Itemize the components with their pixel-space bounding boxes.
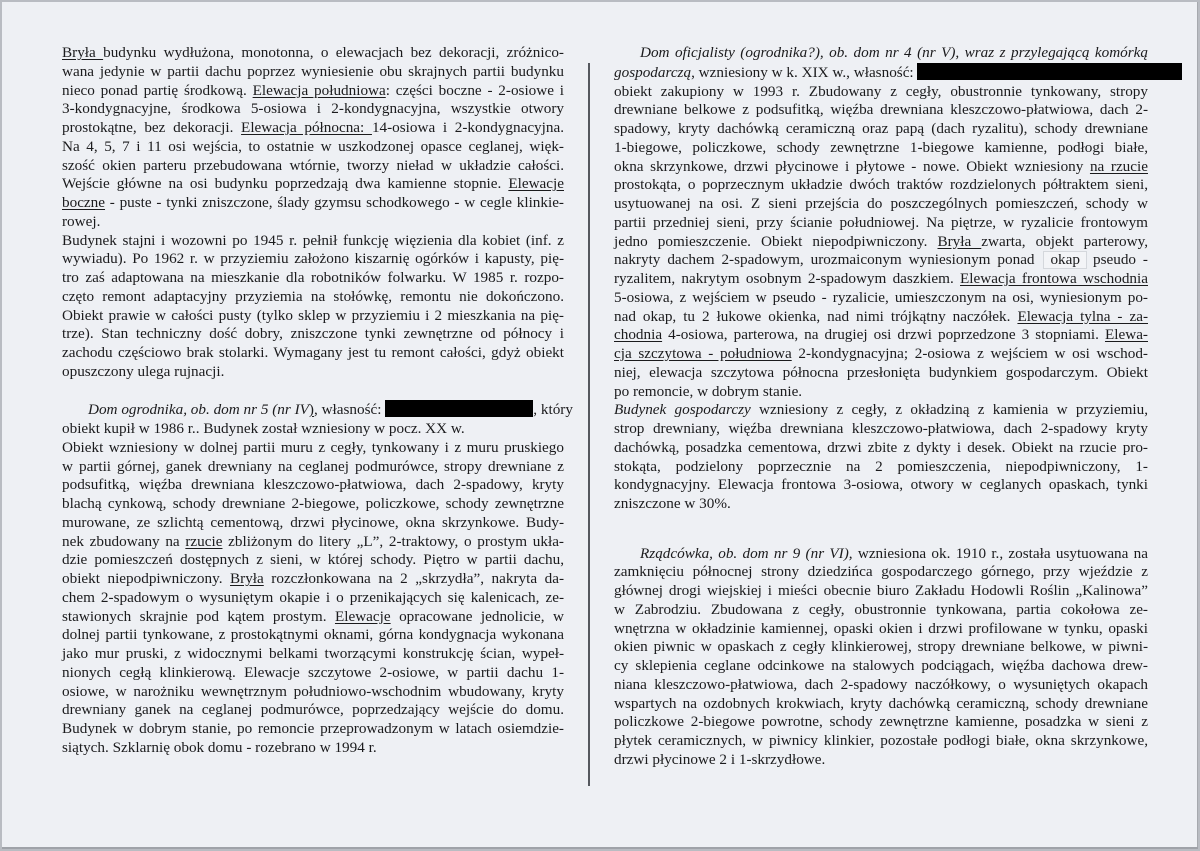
term-rzucie: rzucie: [185, 532, 223, 550]
term-elewacje: Elewacje: [334, 607, 391, 625]
paragraph-gap: [614, 514, 1148, 533]
heading-farm-building: Budynek gospodarczy: [614, 401, 751, 419]
term-elewacja-frontowa: Elewacja frontowa wschodnia: [960, 270, 1148, 287]
term-na-rzucie: na rzucie: [1089, 157, 1148, 175]
paragraph-official-house: Dom oficjalisty (ogrodnika?), ob. dom nr 4 (nr V), wraz z przylegającą komórką gospodarczą, wzniesiony w k. XIX w., własność: obiekt zakupiony w 1993 r. Zbudowany z cegły, obustronnie tynkowany, stropy drewniane belkowe z podsufitką, więźba drewniana kleszczowo-płatwiowa, dach 2- spadowy, kryty dachówką ceramiczną oraz papą (dach ryzalitu), schody drewniane 1-biegowe, policzkowe, schody zewnętrzne 1-biegowe kamienne, podłogi białe, okna skrzynkowe, drzwi płycinowe i płytowe - nowe. Obiekt wzniesiony na rzucie prostokąta, o poprzecznym układzie dwóch traktów rozdzielonych półtraktem sieni, usytuowanej na osi. Z sieni przejścia do poszczególnych pomieszczeń, schody w partii przedniej sieni, przy ścianie południowej. Na piętrze, w ryzalicie frontowym jedno pomieszczenie. Obiekt niepodpiwniczony. Bryła zwarta, objekt parterowy, nakryty dachem 2-spadowym, urozmaiconym wyniesionym ponad okap pseudo - ryzalitem, nakrytym osobnym 2-spadowym daszkiem. Elewacja frontowa wschodnia 5-osiowa, z wejściem w pseudo - ryzalicie, umieszczonym na osi, wyniesionym po- nad okap, tu 2 łukowe okienka, nad nimi trójkątny naczółek. Elewacja tylna - za- chodnia 4-osiowa, parterowa, na drugiej osi drzwi poprzedzone 3 stopniami. Elewa- cja szczytowa - południowa 2-kondygnacyjna; 2-osiowa z wejściem w osi wschod- niej, elewacja szczytowa północna przesłonięta budynkiem gospodarczym. Obiekt po remoncie, w dobrym stanie.: [614, 44, 1148, 401]
term-bryla: Bryła: [230, 570, 264, 587]
left-column: [62, 44, 573, 758]
paragraph-gap: [62, 382, 564, 401]
paragraph-farm-building: Budynek gospodarczy wzniesiony z cegły, z okładziną z kamienia w przyziemiu, strop drewniany, więźba drewniana kleszczowo-płatwiowa, dach 2-spadowy kryty dachówką, posadzka cementowa, drzwi zbite z dykty i desek. Obiekt na rzucie pro- stokąta, podzielony poprzecznie na 2 pomieszczenia, niepodpiwniczony, 1- kondygnacyjny. Elewacja frontowa 3-osiowa, otwory w ceglanych opaskach, tynki zniszczone w 30%.: [614, 401, 1149, 512]
heading-official-house: Dom oficjalisty (ogrodnika?), ob. dom nr 4 (nr V), wraz z przylegającą komórką: [640, 44, 1148, 61]
heading-gardener-house: Dom ogrodnika, ob. dom nr 5 (nr IV: [88, 401, 309, 419]
term-elewacja-szczytowa: Elewa-: [1104, 326, 1148, 344]
column-divider: [588, 63, 590, 786]
term-elewacja-poludniowa: Elewacja południowa: [252, 81, 386, 99]
right-column: [614, 44, 1148, 770]
paragraph-stable-history: Budynek stajni i wozowni po 1945 r. pełnił funkcję więzienia dla kobiet (inf. z wywiadu). Po 1962 r. w przyziemiu założono kiszarnię ogórków i kapusty, pię- tro zaś adaptowana na mieszkanie dla robotników folwarku. W 1985 r. rozpo- częto remont adaptacyjny przyziemia na stołówkę, remontu nie dokończono. Obiekt prawie w całości pusty (tylko sklep w przyziemiu i 2 mieszkania na pię- trze). Stan techniczny dość dobry, zniszczone tynki zewnętrzne od północy i zachodu częściowo brak stolarki. Wymagany jest tu remont całości, gdyż obiekt opuszczony ulega rujnacji.: [62, 231, 564, 380]
term-bryla: Bryła: [62, 44, 104, 61]
redacted-owner-name: [385, 400, 533, 417]
term-elewacje: Elewacje: [508, 175, 564, 193]
term-boczne: boczne: [62, 194, 106, 211]
boxed-word-okap: okap: [1043, 251, 1087, 269]
paragraph-stable-building-body: Bryła budynku wydłużona, monotonna, o elewacjach bez dekoracji, zróżnico- wana jedynie w partii dachu poprzez wyniesienie obu skrajnych partii budynku nieco ponad partię środkową. Elewacja południowa: części boczne - 2-osiowe i 3-kondygnacyjne, środkowa 5-osiowa i 2-kondygnacyjna, wszystkie otwory prostokątne, bez dekoracji. Elewacja północna: 14-osiowa i 2-kondygnacyjna. Na 4, 5, 7 i 11 osi wejścia, to ostatnie w uszkodzonej opasce ceglanej, więk- szość okien parteru przebudowana wtórnie, tworzy nieład w układzie całości. Wejście główne na osi budynku poprzedzają dwa kamienne stopnie. Elewacje boczne - puste - tynki zniszczone, ślady gzymsu schodkowego - w cegle klinkie- rowej.: [62, 44, 565, 230]
term-bryla: Bryła: [937, 232, 982, 250]
term-elewacja-tylna: Elewacja tylna - za-: [1017, 307, 1148, 325]
paragraph-gardener-house-description: Obiekt wzniesiony w dolnej partii muru z cegły, tynkowany i z muru pruskiego w partii górnej, ganek drewniany na ceglanej podmurówce, stropy drewniane z podsufitką, więźba drewniana kleszczowo-płatwiowa, dach 2-spadowy, kryty blachą cynkową, schody drewniane 2-biegowe, policzkowe, schody zewnętrzne murowane, ze szlichtą cementową, drzwi płycinowe, okna skrzynkowe. Budy- nek zbudowany na rzucie zbliżonym do litery „L”, 2-traktowy, o prostym ukła- dzie pomieszczeń dostępnych z sieni, w której schody. Piętro w partii dachu, obiekt niepodpiwniczony. Bryła rozczłonkowana na 2 „skrzydła”, nakryta da- chem 2-spadowym o wysuniętym okapie i o przenikających się kalenicach, ze- stawionych skrajnie pod kątem prostym. Elewacje opracowane jednolicie, w dolnej partii tynkowane, z prostokątnymi oknami, górna kondygnacja wykonana jako mur pruski, z widocznymi belkami tworzącymi konstrukcję ścian, wypeł- nionych cegłą klinkierową. Elewacje szczytowe 2-osiowe, w partii dachu 1- osiowe, w narożniku wewnętrznym południowo-wschodnim wbudowany, kryty drewniany ganek na ceglanej podmurówce, poprzedzający wejście do domu. Budynek w dobrym stanie, po remoncie przeprowadzonym w latach osiemdzie- siątych. Szklarnię obok domu - rozebrano w 1994 r.: [62, 438, 564, 756]
paragraph-steward-house: Rządcówka, ob. dom nr 9 (nr VI), wzniesiona ok. 1910 r., została usytuowana na zamknięciu północnej strony dziedzińca gospodarczego górnego, przy wjeździe z głównej drogi wiejskiej i mieści obecnie biuro Zakładu Hodowli Roślin „Kalinowa” w Zabrodziu. Zbudowana z cegły, obustronnie tynkowana, partia cokołowa ze- wnętrzna w okładzinie kamiennej, opaski okien i drzwi profilowane w tynku, opaski okien piwnic w opaskach z cegły klinkierowej, stropy drewniane belkowe, w piwni- cy sklepienia ceglane odcinkowe na stalowych podciągach, więźba dachowa drew- niana kleszczowo-płatwiowa, dach 2-spadowy naczółkowy, o wysuniętych okapach wspartych na ozdobnych krokwiach, kryty dachówką ceramiczną, schody drewniane policzkowe 2-biegowe powrotne, schody zewnętrzne kamienne, posadzka w sieni z płytek ceramicznych, w piwnicy klinkier, pozostałe podłogi białe, okna skrzynkowe, drzwi płycinowe 2 i 1-skrzydłowe.: [614, 544, 1148, 768]
paragraph-gardener-house-header: Dom ogrodnika, ob. dom nr 5 (nr IV), własność: , który obiekt kupił w 1986 r.. Budynek został wzniesiony w pocz. XX w.: [62, 401, 573, 437]
term-elewacja-polnocna: Elewacja północna:: [241, 119, 372, 136]
redacted-owner-name: [917, 63, 1182, 80]
heading-steward-house: Rządcówka, ob. dom nr 9 (nr VI),: [640, 544, 853, 562]
